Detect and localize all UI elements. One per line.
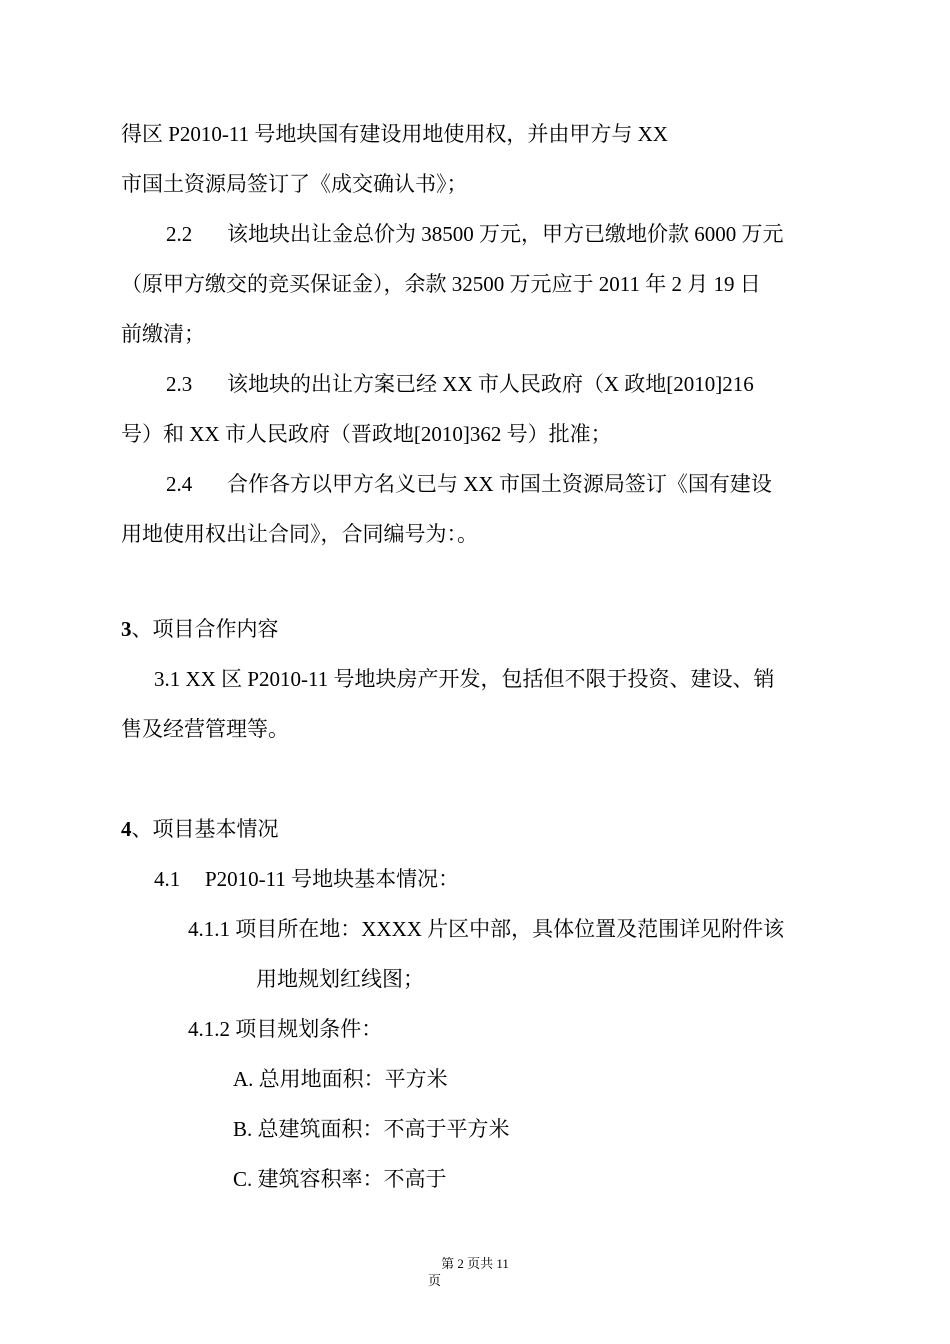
paragraph-line: 用地规划红线图；: [256, 967, 424, 991]
paragraph-line: 得区 P2010-11 号地块国有建设用地使用权，并由甲方与 XX: [121, 122, 668, 146]
list-item-a: A. 总用地面积：平方米: [233, 1067, 448, 1091]
paragraph-line: 3.1 XX 区 P2010-11 号地块房产开发，包括但不限于投资、建设、销: [154, 667, 775, 691]
paragraph-line: 售及经营管理等。: [121, 717, 289, 741]
section-number-4-1: 4.1: [154, 867, 181, 891]
paragraph-line: 号）和 XX 市人民政府（晋政地[2010]362 号）批准；: [121, 422, 612, 446]
paragraph-line: 4.1.1 项目所在地：XXXX 片区中部，具体位置及范围详见附件该: [188, 917, 785, 941]
paragraph-line: 该地块出让金总价为 38500 万元，甲方已缴地价款 6000 万元: [227, 222, 784, 246]
page-footer-line1: 第 2 页共 11: [441, 1256, 509, 1271]
paragraph-line: P2010-11 号地块基本情况：: [205, 867, 460, 891]
paragraph-line: 4.1.2 项目规划条件：: [188, 1017, 383, 1041]
section-heading-4: [121, 816, 279, 842]
page-footer-line2: 页: [428, 1273, 442, 1288]
paragraph-line: （原甲方缴交的竞买保证金），余款 32500 万元应于 2011 年 2 月 19 日: [121, 272, 761, 296]
paragraph-line: 该地块的出让方案已经 XX 市人民政府（X 政地[2010]216: [227, 372, 754, 396]
heading-number: 3: [121, 617, 132, 641]
list-item-c: C. 建筑容积率：不高于: [233, 1167, 447, 1191]
heading-text: 、项目合作内容: [131, 617, 279, 641]
list-item-b: B. 总建筑面积：不高于平方米: [233, 1117, 510, 1141]
section-number-2-4: 2.4: [166, 472, 193, 496]
paragraph-line: 合作各方以甲方名义已与 XX 市国土资源局签订《国有建设: [227, 472, 772, 496]
section-number-2-2: 2.2: [166, 222, 193, 246]
section-number-2-3: 2.3: [166, 372, 193, 396]
paragraph-line: 用地使用权出让合同》，合同编号为：。: [121, 522, 478, 546]
paragraph-line: 前缴清；: [121, 322, 205, 346]
heading-text: 、项目基本情况: [131, 817, 279, 841]
section-heading-3: [121, 616, 279, 642]
paragraph-line: 市国土资源局签订了《成交确认书》；: [121, 172, 468, 196]
heading-number: 4: [121, 817, 132, 841]
